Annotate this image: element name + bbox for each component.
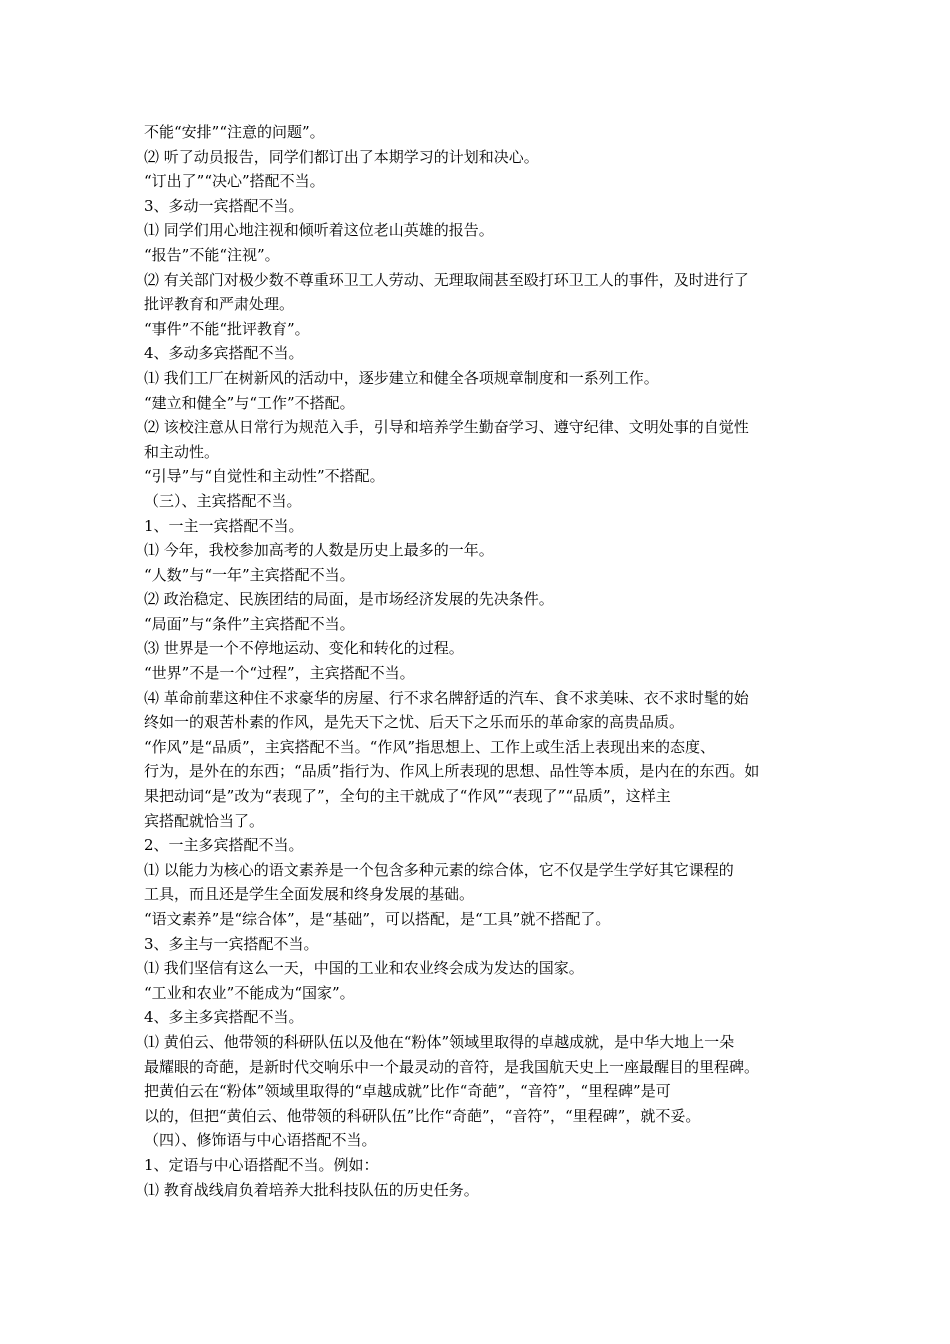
text-line: “工业和农业”不能成为“国家”。	[144, 983, 355, 1002]
text-line: ⑵ 听了动员报告，同学们都订出了本期学习的计划和决心。	[144, 147, 539, 166]
text-line: 果把动词“是”改为“表现了”，全句的主干就成了“作风”“表现了”“品质”，这样主	[144, 787, 671, 806]
text-line: ⑵ 该校注意从日常行为规范入手，引导和培养学生勤奋学习、遵守纪律、文明处事的自觉性	[144, 418, 749, 437]
document-body	[144, 120, 816, 1202]
section-heading: 2、一主多宾搭配不当。	[144, 836, 304, 855]
section-heading: 3、多主与一宾搭配不当。	[144, 934, 319, 953]
text-line: “建立和健全”与“工作”不搭配。	[144, 393, 355, 412]
section-heading: 4、多主多宾搭配不当。	[144, 1008, 304, 1027]
text-line: ⑴ 同学们用心地注视和倾听着这位老山英雄的报告。	[144, 221, 494, 240]
text-line: ⑵ 政治稳定、民族团结的局面，是市场经济发展的先决条件。	[144, 590, 554, 609]
text-line: “人数”与“一年”主宾搭配不当。	[144, 565, 355, 584]
text-line: “作风”是“品质”，主宾搭配不当。“作风”指思想上、工作上或生活上表现出来的态度、	[144, 737, 716, 756]
text-line: 把黄伯云在“粉体”领域里取得的“卓越成就”比作“奇葩”，“音符”，“里程碑”是可	[144, 1082, 671, 1101]
text-line: “局面”与“条件”主宾搭配不当。	[144, 614, 355, 633]
text-line: ⑶ 世界是一个不停地运动、变化和转化的过程。	[144, 639, 464, 658]
text-line: “事件”不能“批评教育”。	[144, 319, 310, 338]
text-line: 不能“安排”“注意的问题”。	[144, 123, 325, 141]
section-heading: 1、定语与中心语搭配不当。例如：	[144, 1155, 379, 1174]
text-line: ⑴ 今年，我校参加高考的人数是历史上最多的一年。	[144, 541, 494, 560]
text-line: 和主动性。	[144, 442, 220, 461]
text-line: 终如一的艰苦朴素的作风，是先天下之忧、后天下之乐而乐的革命家的高贵品质。	[144, 713, 685, 732]
text-line: “订出了”“决心”搭配不当。	[144, 172, 325, 191]
text-line: “引导”与“自觉性和主动性”不搭配。	[144, 467, 385, 486]
section-heading: 1、一主一宾搭配不当。	[144, 516, 304, 535]
text-line: ⑴ 教育战线肩负着培养大批科技队伍的历史任务。	[144, 1180, 479, 1199]
text-line: “报告”不能“注视”。	[144, 245, 280, 264]
text-line: “语文素养”是“综合体”，是“基础”，可以搭配，是“工具”就不搭配了。	[144, 910, 611, 928]
text-line: ⑴ 我们工厂在树新风的活动中，逐步建立和健全各项规章制度和一系列工作。	[144, 368, 659, 387]
text-line: “世界”不是一个“过程”，主宾搭配不当。	[144, 664, 415, 683]
text-line: ⑴ 黄伯云、他带领的科研队伍以及他在“粉体”领域里取得的卓越成就，是中华大地上一朵	[144, 1032, 735, 1051]
text-line: ⑴ 我们坚信有这么一天，中国的工业和农业终会成为发达的国家。	[144, 959, 584, 978]
section-heading: （三）、主宾搭配不当。	[144, 491, 302, 510]
section-heading: （四）、修饰语与中心语搭配不当。	[144, 1131, 377, 1150]
section-heading: 4、多动多宾搭配不当。	[144, 344, 304, 363]
text-line: 工具，而且还是学生全面发展和终身发展的基础。	[144, 885, 475, 904]
text-line: 行为，是外在的东西；“品质”指行为、作风上所表现的思想、品性等本质，是内在的东西。如	[144, 762, 760, 781]
text-line: ⑵ 有关部门对极少数不尊重环卫工人劳动、无理取闹甚至殴打环卫工人的事件，及时进行了	[144, 270, 749, 289]
text-line: ⑷ 革命前辈这种住不求豪华的房屋、行不求名牌舒适的汽车、食不求美味、衣不求时髦的始	[144, 688, 749, 707]
text-line: 批评教育和严肃处理。	[144, 295, 295, 314]
section-heading: 3、多动一宾搭配不当。	[144, 196, 304, 215]
text-line: 以的，但把“黄伯云、他带领的科研队伍”比作“奇葩”，“音符”，“里程碑”，就不妥。	[144, 1106, 701, 1125]
text-line: 宾搭配就恰当了。	[144, 811, 265, 830]
text-line: 最耀眼的奇葩，是新时代交响乐中一个最灵动的音符，是我国航天史上一座最醒目的里程碑。	[144, 1057, 760, 1076]
text-line: ⑴ 以能力为核心的语文素养是一个包含多种元素的综合体，它不仅是学生学好其它课程的	[144, 860, 734, 879]
